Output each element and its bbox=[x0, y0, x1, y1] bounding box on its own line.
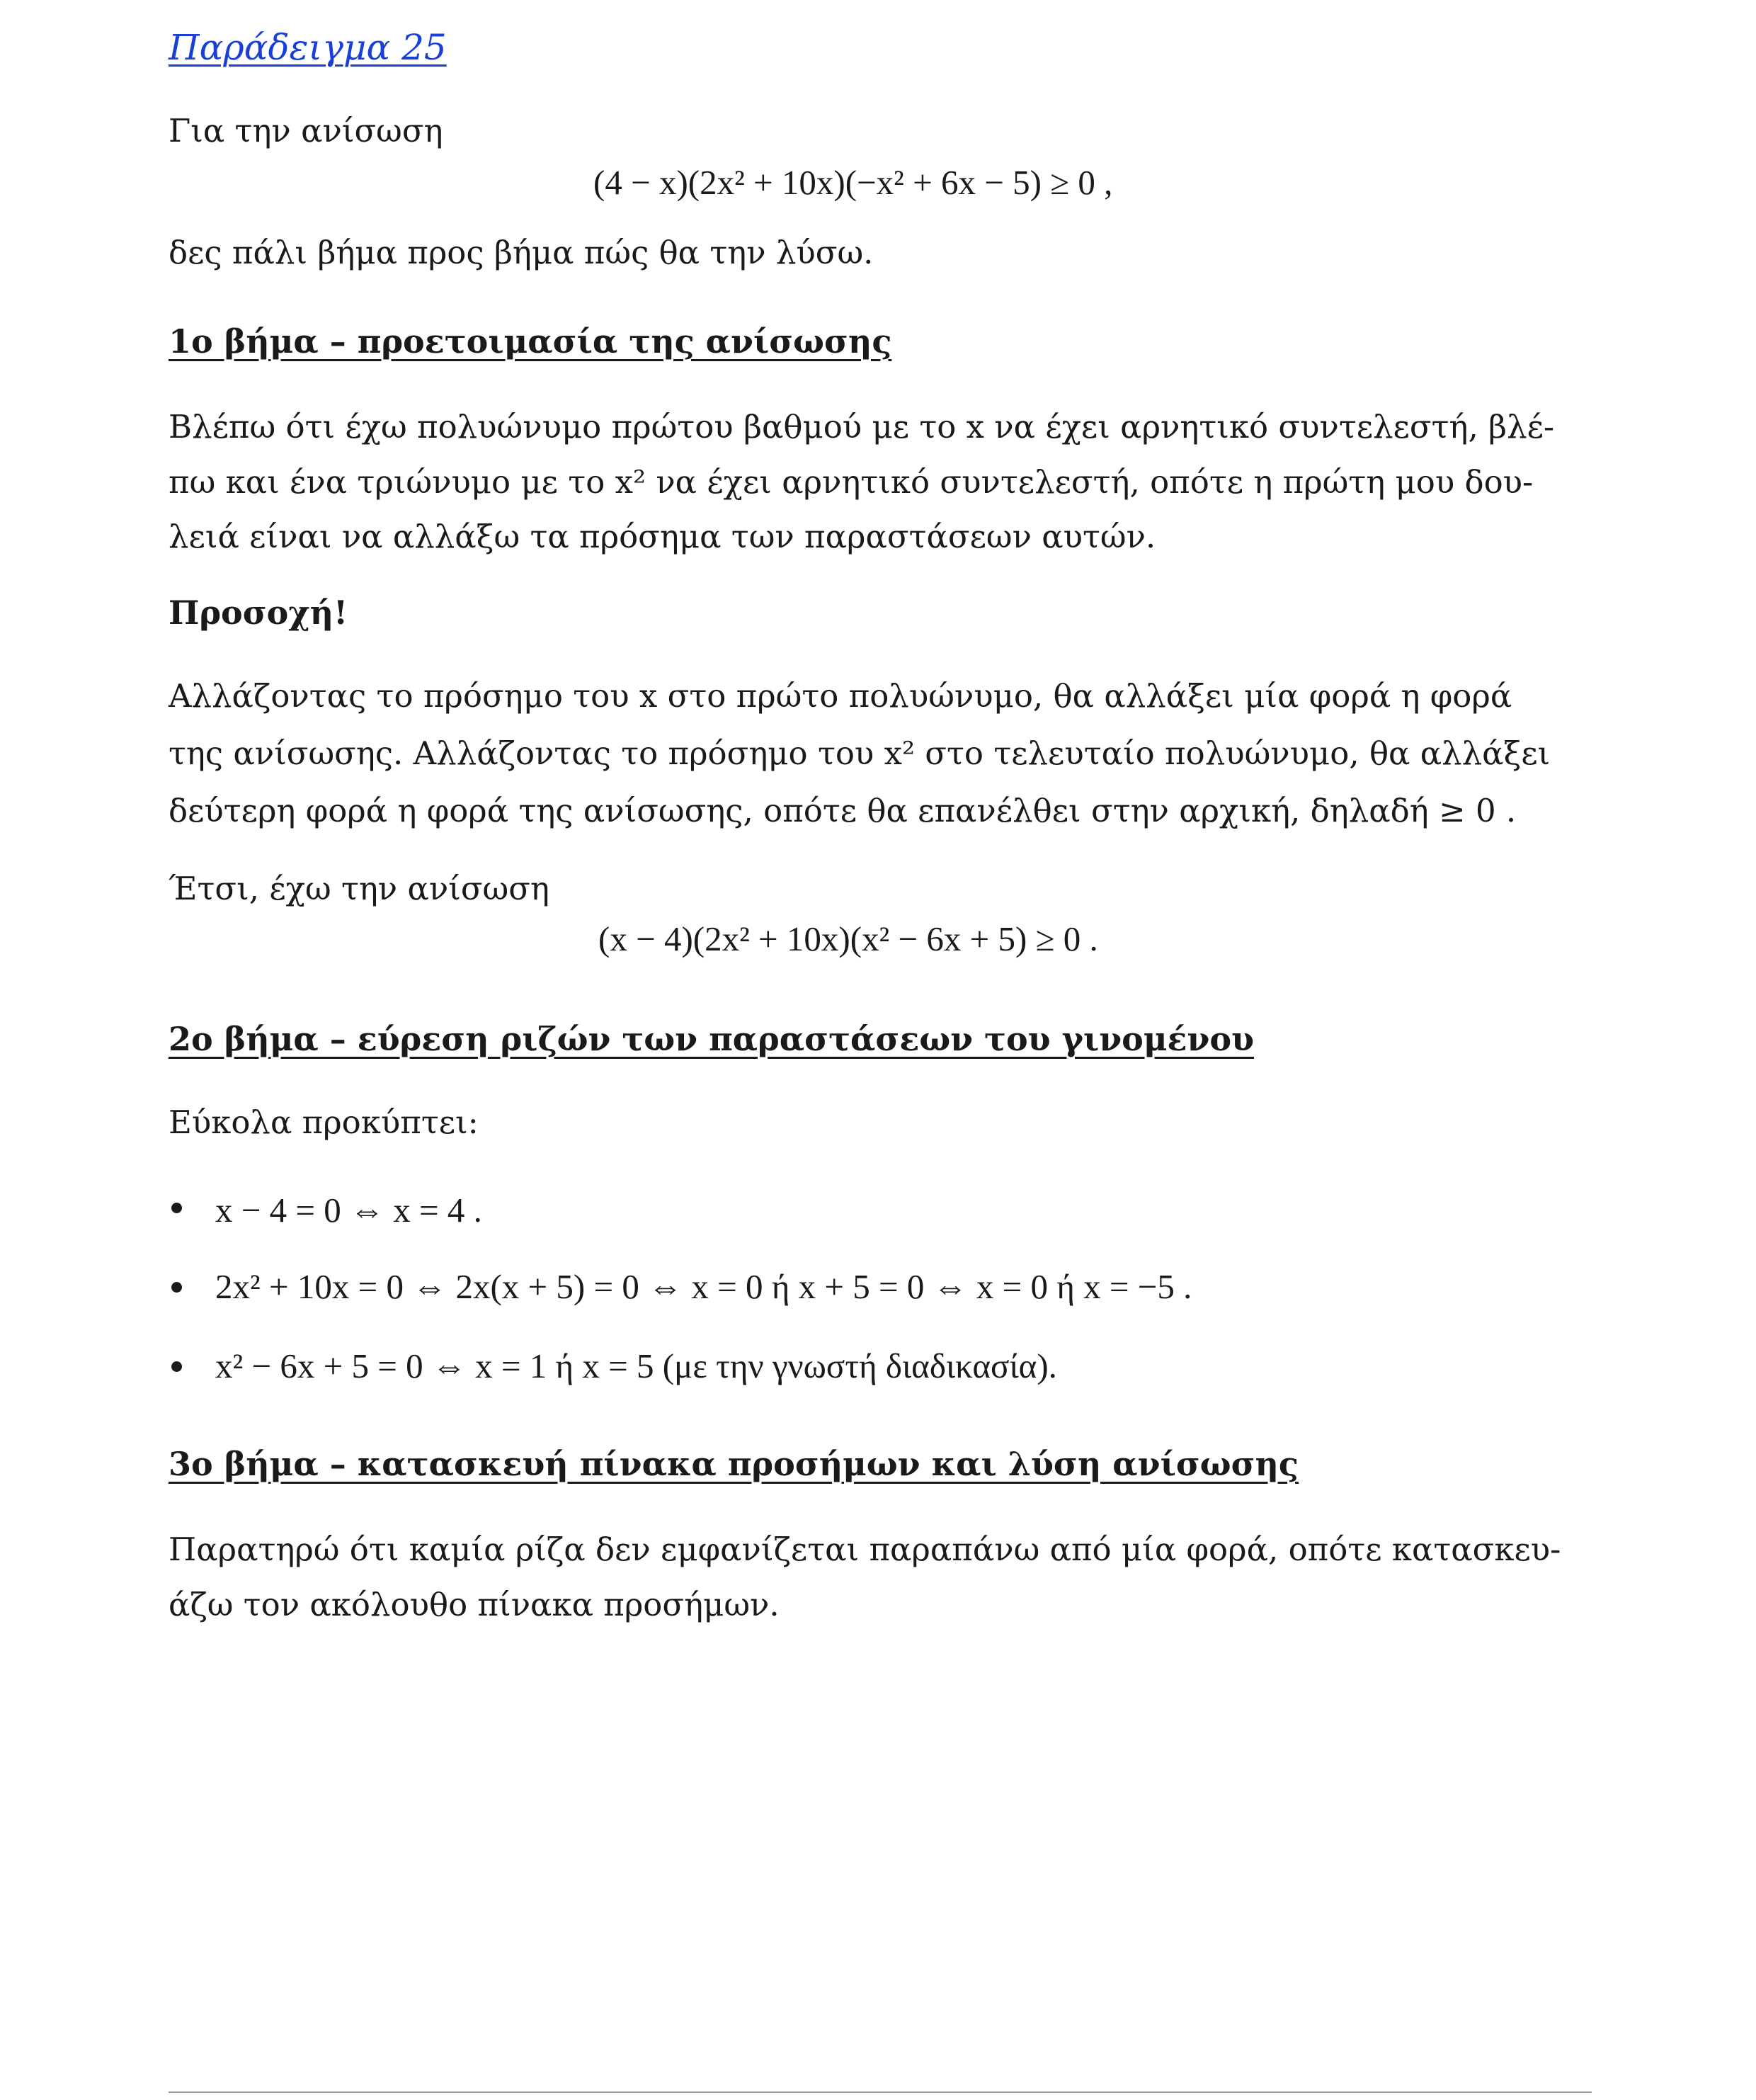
intro-closing-line: δες πάλι βήμα προς βήμα πώς θα την λύσω. bbox=[169, 234, 874, 271]
result-inequality: (x − 4)(2x² + 10x)(x² − 6x + 5) ≥ 0 . bbox=[598, 919, 1098, 958]
step1-para-line: Βλέπω ότι έχω πολυώνυμο πρώτου βαθμού με το x να έχει αρνητικό συντελεστή, βλέ- bbox=[169, 408, 1555, 445]
warning-line: Αλλάζοντας το πρόσημο του x στο πρώτο πολυώνυμο, θα αλλάξει μία φορά η φορά bbox=[169, 677, 1512, 715]
step1-para-line: λειά είναι να αλλάξω τα πρόσημα των παραστάσεων αυτών. bbox=[169, 518, 1156, 555]
bullet-dot bbox=[171, 1203, 182, 1213]
intro-inequality: (4 − x)(2x² + 10x)(−x² + 6x − 5) ≥ 0 , bbox=[593, 163, 1113, 202]
step2-lead: Εύκολα προκύπτει: bbox=[169, 1103, 479, 1141]
bullet-item: 2x² + 10x = 0 ⇔ 2x(x + 5) = 0 ⇔ x = 0 ή x + 5 = 0 ⇔ x = 0 ή x = −5 . bbox=[215, 1267, 1192, 1306]
warning-label: Προσοχή! bbox=[169, 594, 348, 632]
bullet-dot bbox=[171, 1282, 182, 1293]
warning-line: δεύτερη φορά η φορά της ανίσωσης, οπότε θα επανέλθει στην αρχική, δηλαδή ≥ 0 . bbox=[169, 792, 1517, 829]
bullet-dot bbox=[171, 1361, 182, 1372]
step3-para-line: άζω τον ακόλουθο πίνακα προσήμων. bbox=[169, 1586, 780, 1623]
bullet-item: x − 4 = 0 ⇔ x = 4 . bbox=[215, 1191, 482, 1230]
step2-heading: 2ο βήμα – εύρεση ριζών των παραστάσεων του γινομένου bbox=[169, 1020, 1254, 1058]
step3-heading: 3ο βήμα – κατασκευή πίνακα προσήμων και λύση ανίσωσης bbox=[169, 1445, 1299, 1483]
example-title-link[interactable]: Παράδειγμα 25 bbox=[169, 27, 447, 68]
step3-para-line: Παρατηρώ ότι καμία ρίζα δεν εμφανίζεται παραπάνω από μία φορά, οπότε κατασκευ- bbox=[169, 1531, 1561, 1568]
bullet-item: x² − 6x + 5 = 0 ⇔ x = 1 ή x = 5 (με την γνωστή διαδικασία). bbox=[215, 1346, 1057, 1385]
step1-para-line: πω και ένα τριώνυμο με το x² να έχει αρνητικό συντελεστή, οπότε η πρώτη μου δου- bbox=[169, 463, 1534, 501]
intro-line: Για την ανίσωση bbox=[169, 112, 443, 149]
step1-heading: 1ο βήμα – προετοιμασία της ανίσωσης bbox=[169, 322, 892, 361]
warning-line: της ανίσωσης. Αλλάζοντας το πρόσημο του x² στο τελευταίο πολυώνυμο, θα αλλάξει bbox=[169, 734, 1551, 772]
result-line: Έτσι, έχω την ανίσωση bbox=[169, 870, 549, 907]
footer-divider bbox=[169, 2092, 1592, 2093]
